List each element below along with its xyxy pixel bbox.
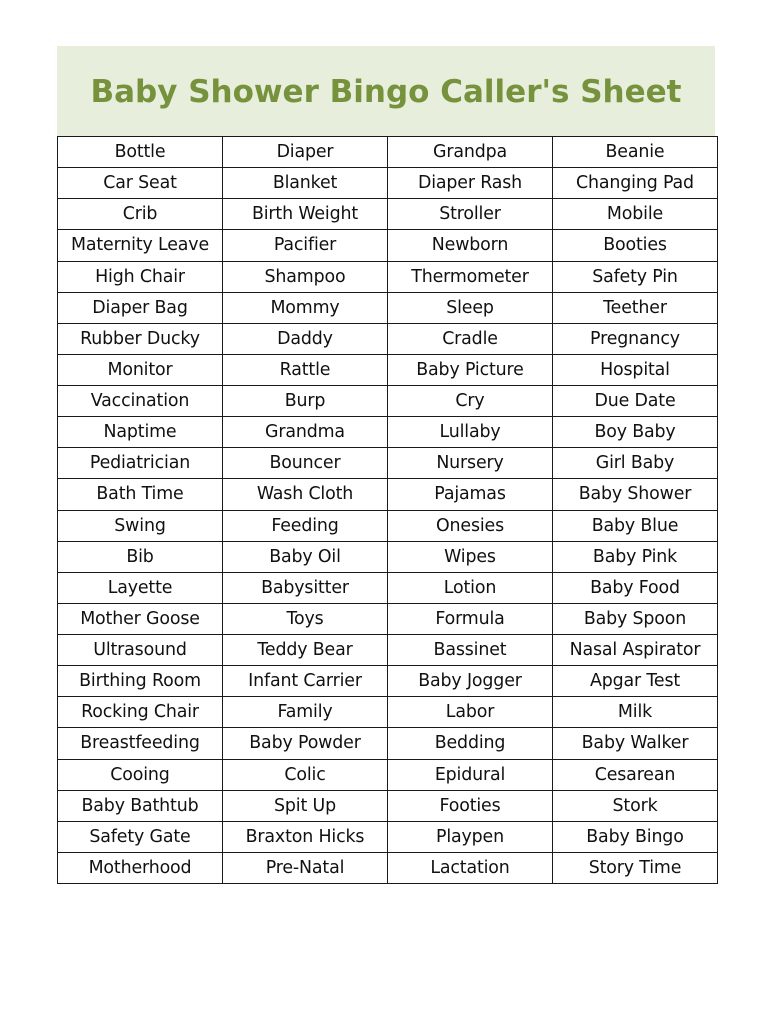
table-row [58, 759, 718, 790]
word-cell: Boy Baby [553, 417, 718, 448]
word-cell: Baby Oil [223, 541, 388, 572]
word-cell: High Chair [58, 261, 223, 292]
word-cell: Hospital [553, 354, 718, 385]
word-cell: Mother Goose [58, 603, 223, 634]
bingo-word-rows [58, 137, 718, 884]
word-cell: Onesies [388, 510, 553, 541]
word-cell: Lotion [388, 572, 553, 603]
word-cell: Vaccination [58, 386, 223, 417]
word-cell: Maternity Leave [58, 230, 223, 261]
caller-sheet [57, 46, 715, 884]
table-row [58, 417, 718, 448]
word-cell: Car Seat [58, 168, 223, 199]
table-row [58, 666, 718, 697]
word-cell: Rubber Ducky [58, 323, 223, 354]
word-cell: Baby Pink [553, 541, 718, 572]
table-row [58, 199, 718, 230]
word-cell: Bedding [388, 728, 553, 759]
word-cell: Bib [58, 541, 223, 572]
word-cell: Nasal Aspirator [553, 635, 718, 666]
word-cell: Family [223, 697, 388, 728]
word-cell: Baby Food [553, 572, 718, 603]
word-cell: Feeding [223, 510, 388, 541]
word-cell: Playpen [388, 821, 553, 852]
word-cell: Safety Gate [58, 821, 223, 852]
word-cell: Formula [388, 603, 553, 634]
word-cell: Pediatrician [58, 448, 223, 479]
page-title: Baby Shower Bingo Caller's Sheet [90, 74, 682, 110]
title-banner [57, 46, 715, 136]
word-cell: Cooing [58, 759, 223, 790]
word-cell: Pacifier [223, 230, 388, 261]
word-cell: Apgar Test [553, 666, 718, 697]
bingo-word-table [57, 136, 718, 884]
word-cell: Crib [58, 199, 223, 230]
table-row [58, 292, 718, 323]
word-cell: Diaper [223, 137, 388, 168]
word-cell: Footies [388, 790, 553, 821]
word-cell: Beanie [553, 137, 718, 168]
word-cell: Stroller [388, 199, 553, 230]
word-cell: Safety Pin [553, 261, 718, 292]
word-cell: Bassinet [388, 635, 553, 666]
word-cell: Grandma [223, 417, 388, 448]
word-cell: Milk [553, 697, 718, 728]
word-cell: Swing [58, 510, 223, 541]
word-cell: Baby Picture [388, 354, 553, 385]
word-cell: Motherhood [58, 852, 223, 883]
word-cell: Changing Pad [553, 168, 718, 199]
word-cell: Baby Blue [553, 510, 718, 541]
word-cell: Ultrasound [58, 635, 223, 666]
word-cell: Rocking Chair [58, 697, 223, 728]
word-cell: Stork [553, 790, 718, 821]
word-cell: Labor [388, 697, 553, 728]
table-row [58, 230, 718, 261]
word-cell: Grandpa [388, 137, 553, 168]
word-cell: Baby Bingo [553, 821, 718, 852]
table-row [58, 697, 718, 728]
word-cell: Baby Spoon [553, 603, 718, 634]
word-cell: Bottle [58, 137, 223, 168]
word-cell: Pajamas [388, 479, 553, 510]
word-cell: Girl Baby [553, 448, 718, 479]
word-cell: Due Date [553, 386, 718, 417]
table-row [58, 479, 718, 510]
table-row [58, 852, 718, 883]
word-cell: Shampoo [223, 261, 388, 292]
word-cell: Burp [223, 386, 388, 417]
word-cell: Diaper Rash [388, 168, 553, 199]
table-row [58, 323, 718, 354]
word-cell: Lullaby [388, 417, 553, 448]
word-cell: Baby Bathtub [58, 790, 223, 821]
word-cell: Spit Up [223, 790, 388, 821]
table-row [58, 821, 718, 852]
word-cell: Toys [223, 603, 388, 634]
word-cell: Baby Jogger [388, 666, 553, 697]
word-cell: Nursery [388, 448, 553, 479]
word-cell: Infant Carrier [223, 666, 388, 697]
word-cell: Thermometer [388, 261, 553, 292]
word-cell: Lactation [388, 852, 553, 883]
word-cell: Epidural [388, 759, 553, 790]
word-cell: Birthing Room [58, 666, 223, 697]
word-cell: Cesarean [553, 759, 718, 790]
table-row [58, 261, 718, 292]
word-cell: Wipes [388, 541, 553, 572]
word-cell: Diaper Bag [58, 292, 223, 323]
word-cell: Bath Time [58, 479, 223, 510]
table-row [58, 603, 718, 634]
word-cell: Breastfeeding [58, 728, 223, 759]
word-cell: Baby Powder [223, 728, 388, 759]
word-cell: Blanket [223, 168, 388, 199]
word-cell: Colic [223, 759, 388, 790]
table-row [58, 728, 718, 759]
word-cell: Layette [58, 572, 223, 603]
word-cell: Newborn [388, 230, 553, 261]
word-cell: Babysitter [223, 572, 388, 603]
word-cell: Teddy Bear [223, 635, 388, 666]
word-cell: Pregnancy [553, 323, 718, 354]
word-cell: Mommy [223, 292, 388, 323]
word-cell: Wash Cloth [223, 479, 388, 510]
word-cell: Monitor [58, 354, 223, 385]
word-cell: Booties [553, 230, 718, 261]
word-cell: Cradle [388, 323, 553, 354]
table-row [58, 137, 718, 168]
table-row [58, 510, 718, 541]
word-cell: Baby Shower [553, 479, 718, 510]
word-cell: Bouncer [223, 448, 388, 479]
word-cell: Teether [553, 292, 718, 323]
word-cell: Sleep [388, 292, 553, 323]
word-cell: Story Time [553, 852, 718, 883]
word-cell: Rattle [223, 354, 388, 385]
table-row [58, 448, 718, 479]
word-cell: Daddy [223, 323, 388, 354]
table-row [58, 168, 718, 199]
table-row [58, 354, 718, 385]
table-row [58, 790, 718, 821]
table-row [58, 541, 718, 572]
table-row [58, 635, 718, 666]
word-cell: Baby Walker [553, 728, 718, 759]
word-cell: Cry [388, 386, 553, 417]
table-row [58, 386, 718, 417]
word-cell: Naptime [58, 417, 223, 448]
word-cell: Pre-Natal [223, 852, 388, 883]
word-cell: Braxton Hicks [223, 821, 388, 852]
table-row [58, 572, 718, 603]
word-cell: Birth Weight [223, 199, 388, 230]
word-cell: Mobile [553, 199, 718, 230]
